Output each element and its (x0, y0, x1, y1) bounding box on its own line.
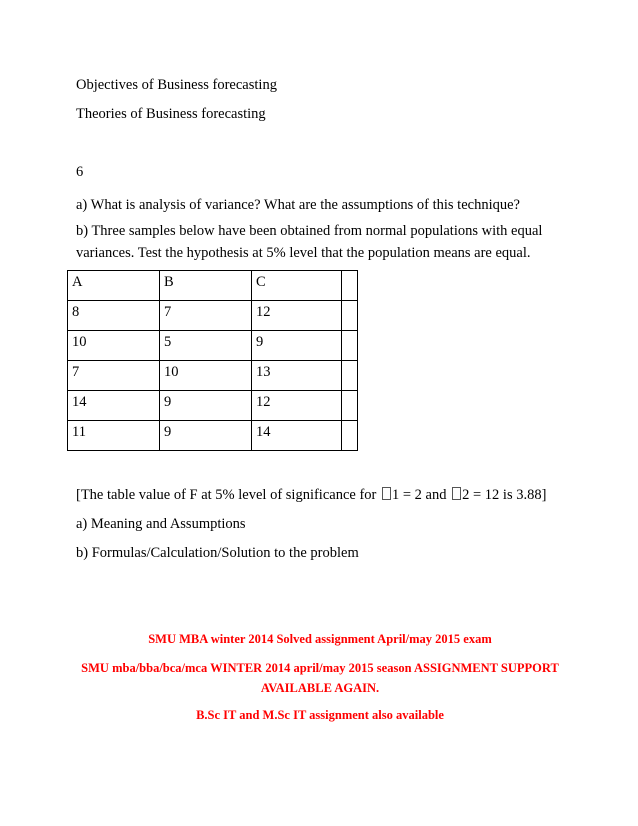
question-part-a: a) What is analysis of variance? What are the assumptions of this technique? (76, 197, 520, 213)
table-cell: 14 (68, 391, 160, 421)
table-cell: 9 (160, 421, 252, 451)
table-cell: 14 (252, 421, 342, 451)
missing-glyph-icon (382, 487, 391, 500)
missing-glyph-icon (452, 487, 461, 500)
table-cell (342, 361, 358, 391)
table-cell: 13 (252, 361, 342, 391)
table-cell: 7 (160, 301, 252, 331)
table-cell: 10 (68, 331, 160, 361)
samples-table (67, 270, 358, 451)
table-header-cell: B (160, 271, 252, 301)
promo-line-3: B.Sc IT and M.Sc IT assignment also available (196, 708, 444, 722)
question-part-b: b) Three samples below have been obtained from normal populations with equal variances. Test the hypothesis at 5% level that the population means are equal. (76, 223, 543, 261)
table-row (68, 331, 358, 361)
table-row (68, 301, 358, 331)
table-cell (342, 391, 358, 421)
question-number: 6 (76, 164, 84, 180)
table-cell: 5 (160, 331, 252, 361)
table-cell (342, 421, 358, 451)
table-cell: 12 (252, 391, 342, 421)
table-row (68, 361, 358, 391)
table-header-cell (342, 271, 358, 301)
table-header-row (68, 271, 358, 301)
table-header-cell: A (68, 271, 160, 301)
objectives-line: Objectives of Business forecasting (76, 77, 277, 93)
theories-line: Theories of Business forecasting (76, 106, 266, 122)
table-cell: 8 (68, 301, 160, 331)
answer-part-b: b) Formulas/Calculation/Solution to the problem (76, 545, 359, 561)
note-prefix: [The table value of F at 5% level of significance for (76, 487, 380, 503)
table-cell: 11 (68, 421, 160, 451)
table-cell: 9 (160, 391, 252, 421)
promo-line-1: SMU MBA winter 2014 Solved assignment April/may 2015 exam (148, 632, 492, 646)
table-header-cell: C (252, 271, 342, 301)
note-mid-2: 2 = 12 is 3.88] (462, 487, 547, 503)
table-cell (342, 331, 358, 361)
note-mid-1: 1 = 2 and (391, 487, 451, 503)
table-cell (342, 301, 358, 331)
table-cell: 10 (160, 361, 252, 391)
promo-line-2: SMU mba/bba/bca/mca WINTER 2014 april/may 2015 season ASSIGNMENT SUPPORT AVAILABLE AGAIN. (81, 661, 559, 695)
f-table-note (76, 486, 546, 504)
table-row (68, 421, 358, 451)
table-row (68, 391, 358, 421)
table-cell: 12 (252, 301, 342, 331)
answer-part-a: a) Meaning and Assumptions (76, 516, 246, 532)
table-cell: 9 (252, 331, 342, 361)
table-cell: 7 (68, 361, 160, 391)
